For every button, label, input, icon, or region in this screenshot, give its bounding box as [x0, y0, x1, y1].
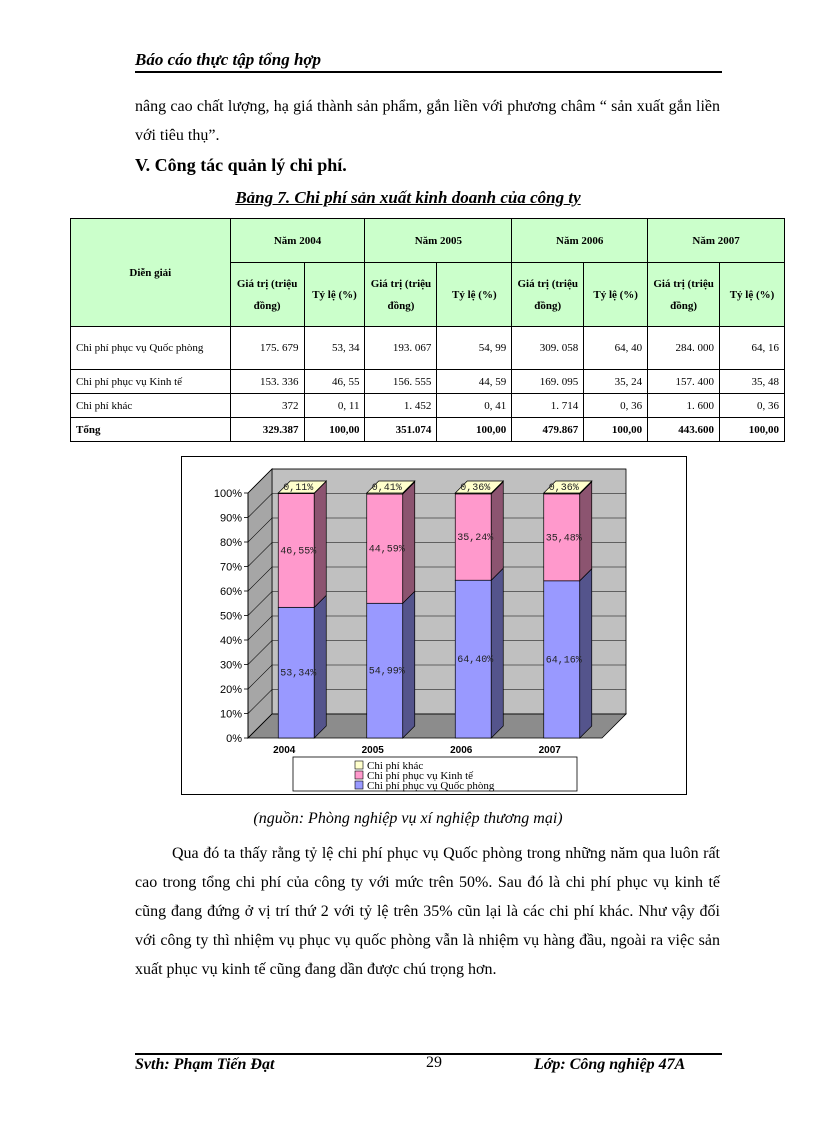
legend-label: Chi phí phục vụ Kinh tế [367, 770, 474, 782]
bar-segment-side [314, 481, 326, 607]
source-note: (nguồn: Phòng nghiệp vụ xí nghiệp thương mại) [253, 810, 563, 827]
table-cell: 443.600 [648, 418, 720, 442]
table-cell: 44, 59 [437, 370, 512, 394]
table-cell: 35, 48 [720, 370, 785, 394]
year-header: Năm 2007 [648, 219, 785, 263]
data-label: 64,16% [545, 655, 582, 667]
table-cell: 0, 36 [584, 394, 648, 418]
cost-table [70, 218, 785, 442]
table-cell: 169. 095 [512, 370, 584, 394]
x-tick-label: 2004 [273, 745, 296, 756]
y-tick-label: 10% [219, 708, 242, 721]
y-tick-label: 50% [219, 610, 242, 623]
row-label: Tổng [71, 418, 231, 442]
table-row [71, 394, 785, 418]
year-header: Năm 2004 [230, 219, 365, 263]
y-tick-label: 80% [219, 537, 242, 549]
bar-segment-side [314, 595, 326, 738]
y-tick-label: 60% [219, 586, 242, 598]
table-row [71, 327, 785, 370]
year-header: Năm 2005 [365, 219, 512, 263]
table-cell: 351.074 [365, 418, 437, 442]
page-header-title: Báo cáo thực tập tổng hợp [135, 50, 322, 69]
x-tick-label: 2006 [450, 745, 473, 756]
bar-segment-side [403, 591, 415, 738]
row-label: Chi phí phục vụ Kinh tế [71, 370, 231, 394]
table-cell: 284. 000 [648, 327, 720, 370]
table-cell: 153. 336 [230, 370, 304, 394]
data-label: 35,48% [545, 533, 582, 545]
bar-segment-side [580, 482, 592, 581]
row-label: Chi phí phục vụ Quốc phòng [71, 327, 231, 370]
table-cell: 1. 714 [512, 394, 584, 418]
legend-swatch [355, 761, 363, 769]
data-label: 0,36% [460, 483, 491, 494]
cost-chart [181, 456, 687, 795]
table-cell: 46, 55 [304, 370, 365, 394]
x-tick-label: 2005 [361, 745, 384, 756]
table-title [0, 188, 816, 208]
data-label: 0,41% [371, 483, 402, 495]
value-header: Giá trị (triệu đồng) [230, 263, 304, 327]
table-cell: 0, 41 [437, 394, 512, 418]
legend-swatch [355, 771, 363, 779]
table-cell: 479.867 [512, 418, 584, 442]
table-cell: 1. 600 [648, 394, 720, 418]
page-number: 29 [426, 1054, 442, 1071]
data-label: 64,40% [457, 655, 494, 667]
footer-class: Lớp: Công nghiệp 47A [534, 1056, 686, 1073]
value-header: Giá trị (triệu đồng) [512, 263, 584, 327]
table-cell: 100,00 [437, 418, 512, 442]
y-tick-label: 90% [219, 512, 242, 525]
table-row-total [71, 418, 785, 442]
row-label: Chi phí khác [71, 394, 231, 418]
table-cell: 309. 058 [512, 327, 584, 370]
table-cell: 329.387 [230, 418, 304, 442]
table-cell: 64, 16 [720, 327, 785, 370]
ratio-header: Tỷ lệ (%) [720, 263, 785, 327]
bar-segment-side [491, 482, 503, 580]
chart-svg [182, 457, 686, 794]
table-cell: 64, 40 [584, 327, 648, 370]
bar-segment-side [491, 568, 503, 738]
footer-author: Svth: Phạm Tiến Đạt [135, 1056, 275, 1073]
header-rule [135, 71, 722, 73]
data-label: 46,55% [280, 546, 317, 558]
bar-segment-side [403, 482, 415, 603]
table-cell: 156. 555 [365, 370, 437, 394]
legend-label: Chi phí phục vụ Quốc phòng [367, 780, 495, 792]
data-label: 53,34% [280, 668, 317, 680]
y-tick-label: 20% [219, 684, 242, 696]
y-tick-label: 0% [226, 733, 242, 745]
table-cell: 0, 11 [304, 394, 365, 418]
data-label: 0,36% [548, 483, 579, 494]
table-cell: 1. 452 [365, 394, 437, 418]
ratio-header: Tỷ lệ (%) [584, 263, 648, 327]
table-cell: 0, 36 [720, 394, 785, 418]
table-cell: 193. 067 [365, 327, 437, 370]
table-row [71, 370, 785, 394]
paragraph-analysis: Qua đó ta thấy rằng tỷ lệ chi phí phục vụ Quốc phòng trong những năm qua luôn rất cao trong tổng chi phí của công ty với mức trên 50%. Sau đó là chi phí phục vụ kinh tế cũng đang đứng ở vị trí thứ 2 với tỷ lệ trên 35% cũn lại là các chi phí khác. Như vậy đối với công ty thì nhiệm vụ phục vụ quốc phòng vẫn là nhiệm vụ hàng đầu, ngoài ra việc sản xuất phục vụ kinh tế cũng đang dần được chú trọng hơn. [135, 845, 720, 978]
ratio-header: Tỷ lệ (%) [437, 263, 512, 327]
x-tick-label: 2007 [538, 745, 561, 756]
value-header: Giá trị (triệu đồng) [648, 263, 720, 327]
legend-swatch [355, 781, 363, 789]
data-label: 35,24% [457, 533, 494, 545]
row-header-cell: Diễn giải [71, 219, 231, 327]
bar-segment-side [580, 569, 592, 738]
table-cell: 35, 24 [584, 370, 648, 394]
legend-label: Chi phí khác [367, 760, 424, 772]
table-title-text: Bảng 7. Chi phí sản xuất kinh doanh của công ty [235, 188, 581, 207]
data-label: 0,11% [283, 483, 314, 494]
year-header: Năm 2006 [512, 219, 648, 263]
y-tick-label: 40% [219, 635, 242, 647]
table-cell: 175. 679 [230, 327, 304, 370]
section-title: V. Công tác quản lý chi phí. [135, 155, 347, 175]
data-label: 54,99% [368, 666, 405, 678]
table-cell: 54, 99 [437, 327, 512, 370]
ratio-header: Tỷ lệ (%) [304, 263, 365, 327]
y-tick-label: 70% [219, 561, 242, 574]
y-tick-label: 30% [219, 659, 242, 672]
table-cell: 157. 400 [648, 370, 720, 394]
data-label: 44,59% [368, 544, 405, 556]
table-cell: 372 [230, 394, 304, 418]
table-cell: 100,00 [584, 418, 648, 442]
table-cell: 100,00 [304, 418, 365, 442]
table-cell: 100,00 [720, 418, 785, 442]
paragraph-intro: nâng cao chất lượng, hạ giá thành sản phẩm, gắn liền với phương châm “ sản xuất gắn liền với tiêu thụ”. [135, 98, 720, 144]
table-cell: 53, 34 [304, 327, 365, 370]
value-header: Giá trị (triệu đồng) [365, 263, 437, 327]
y-tick-label: 100% [213, 488, 242, 500]
